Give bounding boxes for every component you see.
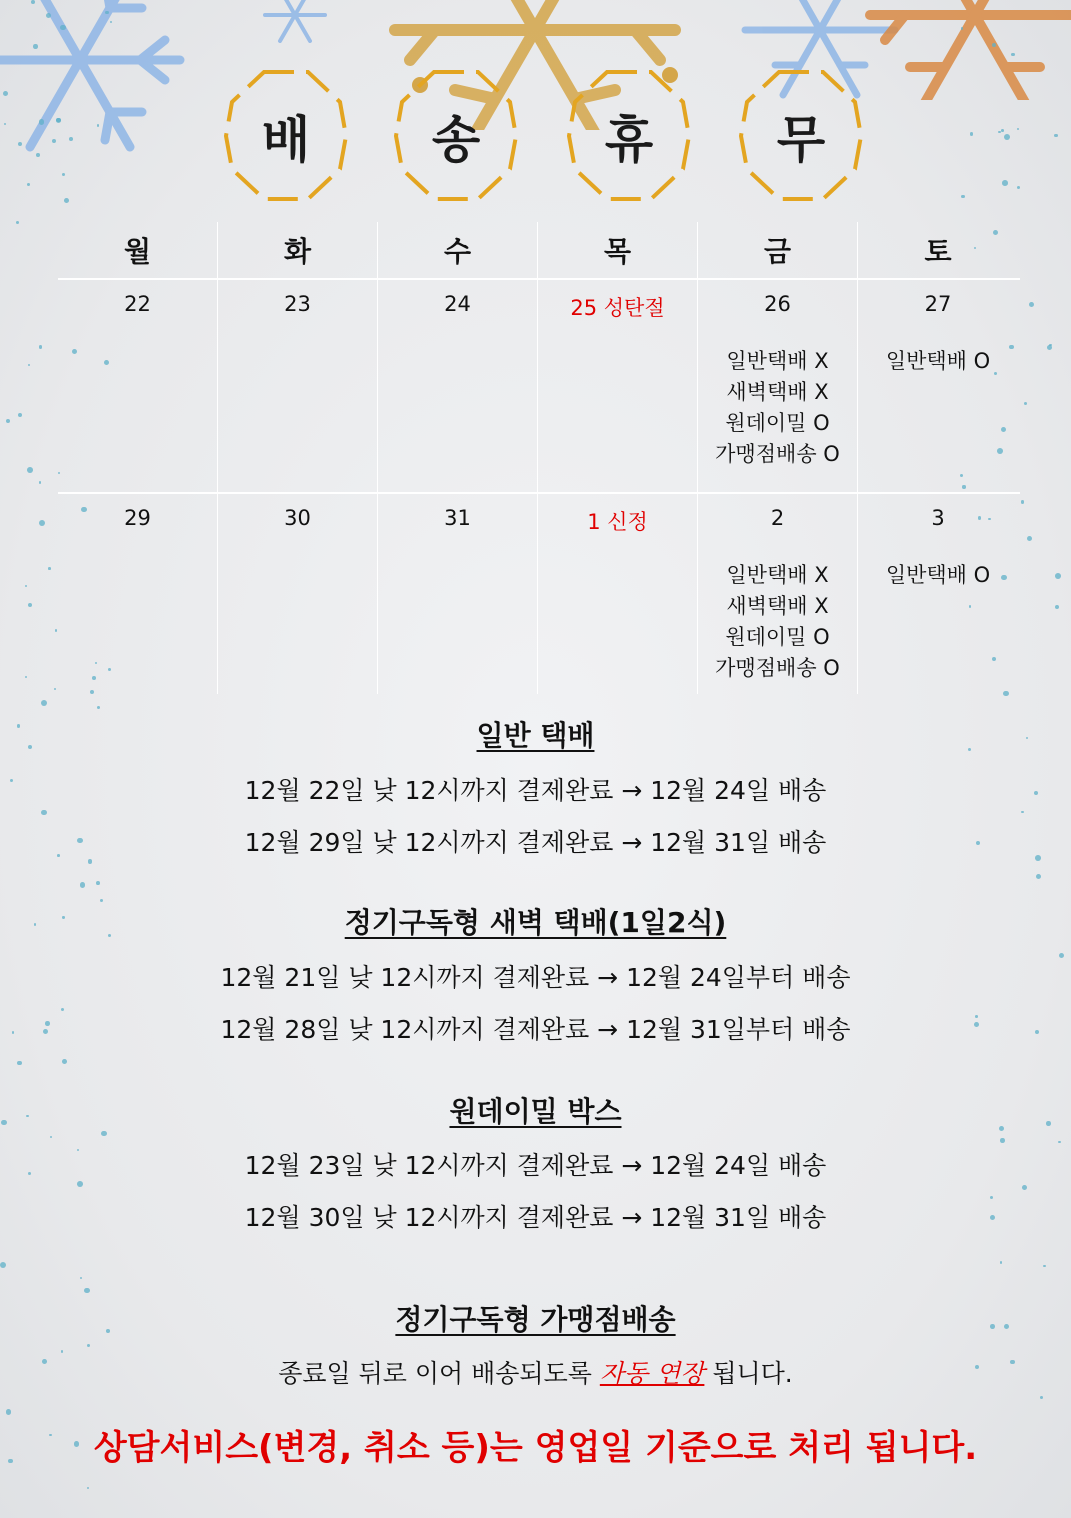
glitter-dot (88, 859, 92, 863)
delivery-notes (698, 346, 857, 470)
glitter-dot (80, 1277, 82, 1279)
glitter-dot (61, 1350, 63, 1352)
day-number: 30 (284, 506, 311, 530)
calendar-day-cell (58, 280, 218, 492)
title-char: 휴 (604, 110, 654, 169)
delivery-notes (698, 560, 857, 684)
title-row (0, 68, 1071, 203)
calendar-day-cell (698, 280, 858, 492)
glitter-dot (1040, 1396, 1043, 1399)
section-title-oneday: 원데이밀 박스 (449, 1095, 622, 1128)
calendar-day-cell (218, 494, 378, 694)
calendar-day-cell (538, 494, 698, 694)
section-line: 12월 21일 낮 12시까지 결제완료 → 12월 24일부터 배송 (220, 963, 851, 992)
delivery-note-line: 가맹점배송 O (715, 656, 840, 680)
glitter-dot (39, 520, 45, 526)
title-char: 무 (776, 110, 826, 169)
glitter-dot (50, 1136, 52, 1138)
calendar-day-cell (538, 280, 698, 492)
snowflake-blue-small-icon (255, 0, 335, 50)
auto-extend-highlight: 자동 연장 (599, 1359, 705, 1388)
delivery-note-line: 원데이밀 O (725, 625, 830, 649)
delivery-note-line: 가맹점배송 O (715, 442, 840, 466)
glitter-dot (1000, 1138, 1005, 1143)
section-line: 12월 28일 낮 12시까지 결제완료 → 12월 31일부터 배송 (220, 1015, 851, 1044)
day-number: 29 (124, 506, 151, 530)
glitter-dot (31, 0, 35, 4)
delivery-note-line: 일반택배 X (726, 563, 829, 587)
weekday-label: 목 (538, 222, 698, 278)
weekday-label: 화 (218, 222, 378, 278)
calendar-day-cell (378, 280, 538, 492)
weekday-label: 월 (58, 222, 218, 278)
title-badge (222, 68, 350, 203)
glitter-dot (17, 1061, 22, 1066)
delivery-calendar (58, 222, 1020, 694)
day-number: 22 (124, 292, 151, 316)
calendar-day-cell (218, 280, 378, 492)
glitter-dot (1021, 811, 1023, 813)
glitter-dot (1000, 1261, 1002, 1263)
calendar-day-cell (858, 280, 1018, 492)
glitter-dot (54, 688, 56, 690)
glitter-dot (28, 603, 32, 607)
calendar-day-cell (378, 494, 538, 694)
day-number: 31 (444, 506, 471, 530)
glitter-dot (96, 881, 100, 885)
glitter-dot (1021, 500, 1024, 503)
glitter-dot (46, 13, 51, 18)
weekday-label: 토 (924, 235, 952, 268)
day-number: 24 (444, 292, 471, 316)
title-badge (565, 68, 693, 203)
day-number: 27 (924, 292, 952, 316)
title-char: 송 (431, 110, 481, 169)
calendar-day-cell (858, 494, 1018, 694)
calendar-day-cell (698, 494, 858, 694)
day-number: 3 (931, 506, 945, 530)
title-char: 배 (261, 110, 311, 169)
weekday-label: 금 (698, 222, 858, 278)
delivery-notes (858, 560, 1018, 591)
footer-notice: 상담서비스(변경, 취소 등)는 영업일 기준으로 처리 됩니다. (93, 1428, 978, 1468)
franchise-note (0, 1354, 1071, 1390)
franchise-note-before: 종료일 뒤로 이어 배송되도록 (278, 1359, 600, 1388)
glitter-dot (39, 345, 42, 348)
section-title-franchise: 정기구독형 가맹점배송 (395, 1303, 676, 1336)
glitter-dot (25, 676, 27, 678)
glitter-dot (6, 1409, 12, 1415)
glitter-dot (1022, 1185, 1027, 1190)
section-line: 12월 29일 낮 12시까지 결제완료 → 12월 31일 배송 (244, 828, 827, 857)
title-badge (392, 68, 520, 203)
section-line: 12월 30일 낮 12시까지 결제완료 → 12월 31일 배송 (244, 1203, 827, 1232)
glitter-dot (16, 221, 19, 224)
calendar-week-row (58, 280, 1020, 494)
section-title-dawn: 정기구독형 새벽 택배(1일2식) (344, 906, 727, 939)
glitter-dot (33, 44, 37, 48)
section-line: 12월 22일 낮 12시까지 결제완료 → 12월 24일 배송 (244, 776, 827, 805)
glitter-dot (62, 1059, 67, 1064)
day-number: 1 신정 (587, 510, 648, 534)
day-number: 26 (764, 292, 791, 316)
calendar-weekday-header (58, 222, 1020, 280)
delivery-note-line: 원데이밀 O (725, 411, 830, 435)
glitter-dot (105, 11, 108, 14)
day-number: 25 성탄절 (570, 296, 665, 320)
glitter-dot (41, 700, 47, 706)
delivery-note-line: 일반택배 O (885, 349, 991, 373)
title-badge (737, 68, 865, 203)
delivery-note-line: 일반택배 X (726, 349, 829, 373)
glitter-dot (1055, 573, 1061, 579)
calendar-week-row (58, 494, 1020, 694)
day-number: 2 (770, 506, 785, 530)
franchise-note-after: 됩니다. (704, 1359, 793, 1388)
delivery-note-line: 새벽택배 X (726, 380, 829, 404)
glitter-dot (48, 567, 51, 570)
section-line: 12월 23일 낮 12시까지 결제완료 → 12월 24일 배송 (244, 1151, 827, 1180)
weekday-label: 수 (378, 222, 538, 278)
glitter-dot (60, 25, 65, 30)
day-number: 23 (284, 292, 311, 316)
delivery-note-line: 일반택배 O (885, 563, 991, 587)
section-title-general: 일반 택배 (476, 719, 595, 752)
delivery-note-line: 새벽택배 X (726, 594, 829, 618)
delivery-notes (858, 346, 1018, 377)
calendar-day-cell (58, 494, 218, 694)
glitter-dot (25, 585, 27, 587)
